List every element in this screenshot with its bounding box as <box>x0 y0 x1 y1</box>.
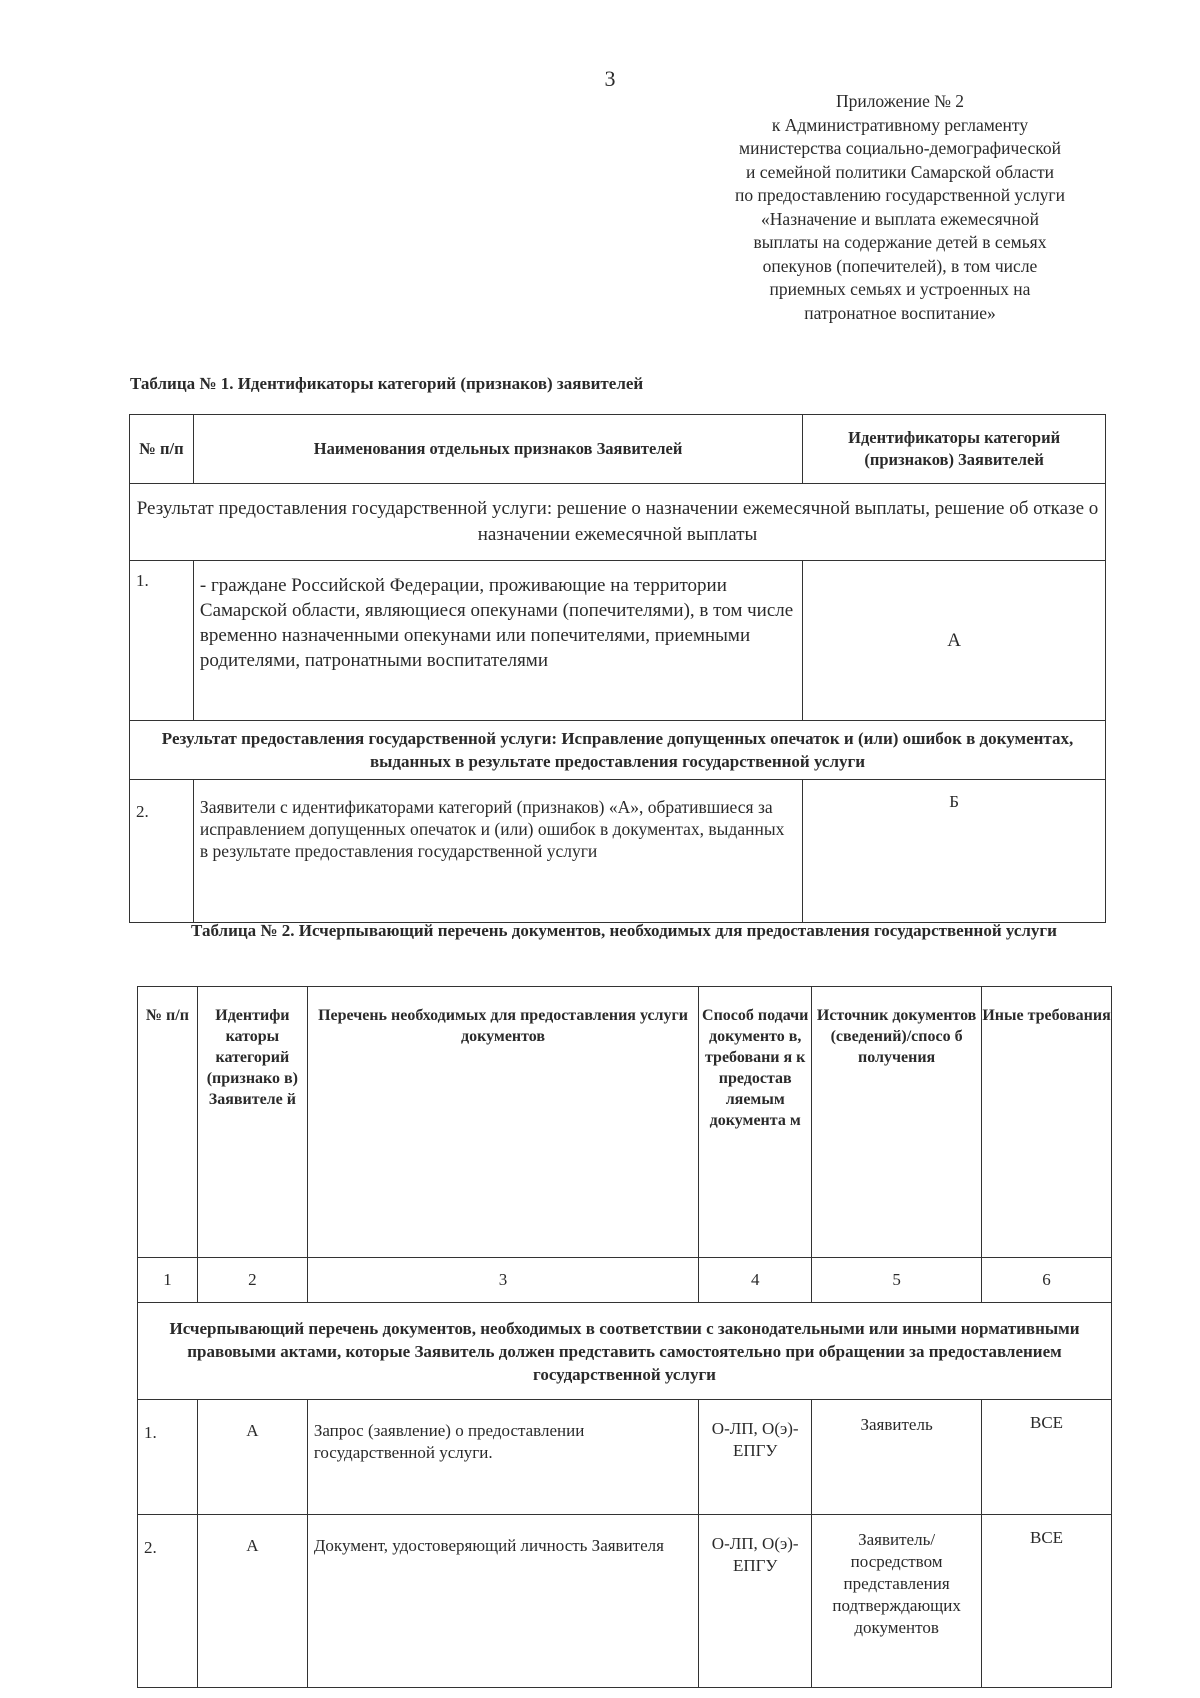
row-source: Заявитель <box>812 1400 982 1515</box>
table2-title: Таблица № 2. Исчерпывающий перечень документов, необходимых для предоставления государственной услуги <box>191 921 1057 940</box>
appendix-line: Приложение № 2 <box>835 91 965 111</box>
table-row <box>130 561 1106 721</box>
row-method: О-ЛП, О(э)-ЕПГУ <box>699 1515 812 1688</box>
header-id: Идентификаторы категорий (признаков) Заявителей <box>803 415 1106 484</box>
row-document: Запрос (заявление) о предоставлении государственной услуги. <box>307 1400 698 1515</box>
table1-title: Таблица № 1. Идентификаторы категорий (признаков) заявителей <box>130 374 644 393</box>
column-numbers-row <box>138 1258 1112 1303</box>
column-number: 1 <box>138 1258 198 1303</box>
appendix-line: «Назначение и выплата ежемесячной <box>761 208 1039 229</box>
appendix-line: по предоставлению государственной услуги <box>735 185 1065 205</box>
section-title: Результат предоставления государственной услуги: Исправление допущенных опечаток и (или) ошибок в документах, выданных в результате предоставления государственной услуги <box>130 721 1106 780</box>
row-num: 1. <box>138 1400 198 1515</box>
appendix-line: к Административному регламенту <box>771 114 1029 135</box>
appendix-heading <box>680 90 1120 325</box>
section-row <box>138 1303 1112 1400</box>
table-row <box>138 1400 1112 1515</box>
row-method: О-ЛП, О(э)-ЕПГУ <box>699 1400 812 1515</box>
row-category: А <box>197 1515 307 1688</box>
header-id: Идентифи каторы категорий (признако в) Заявителе й <box>197 987 307 1258</box>
header-num: № п/п <box>130 415 194 484</box>
header-method: Способ подачи документо в, требовани я к предостав ляемым документа м <box>699 987 812 1258</box>
table-row <box>138 1515 1112 1688</box>
appendix-line: патронатное воспитание» <box>804 302 996 323</box>
page-number: 3 <box>604 66 616 91</box>
appendix-line: приемных семьях и устроенных на <box>769 279 1031 299</box>
appendix-line: и семейной политики Самарской области <box>745 161 1055 182</box>
header-name: Наименования отдельных признаков Заявителей <box>193 415 802 484</box>
row-category: Б <box>803 780 1106 923</box>
appendix-line: министерства социально-демографической <box>739 138 1061 158</box>
column-number: 5 <box>812 1258 982 1303</box>
row-text: Заявители с идентификаторами категорий (признаков) «А», обратившиеся за исправлением допущенных опечаток и (или) ошибок в документах, выданных в результате предоставления государственной услуги <box>193 780 802 923</box>
row-category: А <box>803 561 1106 721</box>
row-num: 1. <box>130 561 194 721</box>
column-number: 3 <box>307 1258 698 1303</box>
section-row <box>130 721 1106 780</box>
column-number: 2 <box>197 1258 307 1303</box>
row-num: 2. <box>138 1515 198 1688</box>
row-source: Заявитель/ посредством представления подтверждающих документов <box>812 1515 982 1688</box>
section-title: Результат предоставления государственной услуги: решение о назначении ежемесячной выплаты, решение об отказе о назначении ежемесячной выплаты <box>130 484 1106 561</box>
section-row <box>130 484 1106 561</box>
appendix-line: опекунов (попечителей), в том числе <box>762 255 1038 276</box>
column-number: 4 <box>699 1258 812 1303</box>
row-document: Документ, удостоверяющий личность Заявителя <box>307 1515 698 1688</box>
column-number: 6 <box>982 1258 1112 1303</box>
row-category: А <box>197 1400 307 1515</box>
header-num: № п/п <box>138 987 198 1258</box>
header-source: Источник документов (сведений)/спосо б получения <box>812 987 982 1258</box>
applicant-categories-table <box>129 414 1106 923</box>
row-text: - граждане Российской Федерации, проживающие на территории Самарской области, являющиеся опекунами (попечителями), в том числе временно назначенными опекунами или попечителями, приемными родителями, патронатными воспитателями <box>193 561 802 721</box>
header-list: Перечень необходимых для предоставления услуги документов <box>307 987 698 1258</box>
table-row <box>130 780 1106 923</box>
section-title: Исчерпывающий перечень документов, необходимых в соответствии с законодательными или иными нормативными правовыми актами, которые Заявитель должен представить самостоятельно при обращении за предоставлением государственной услуги <box>138 1303 1112 1400</box>
table-header-row <box>138 987 1112 1258</box>
row-num: 2. <box>130 780 194 923</box>
documents-table <box>137 986 1112 1688</box>
header-other: Иные требования <box>982 987 1112 1258</box>
row-other: ВСЕ <box>982 1400 1112 1515</box>
row-other: ВСЕ <box>982 1515 1112 1688</box>
appendix-line: выплаты на содержание детей в семьях <box>753 232 1047 252</box>
table-header-row <box>130 415 1106 484</box>
